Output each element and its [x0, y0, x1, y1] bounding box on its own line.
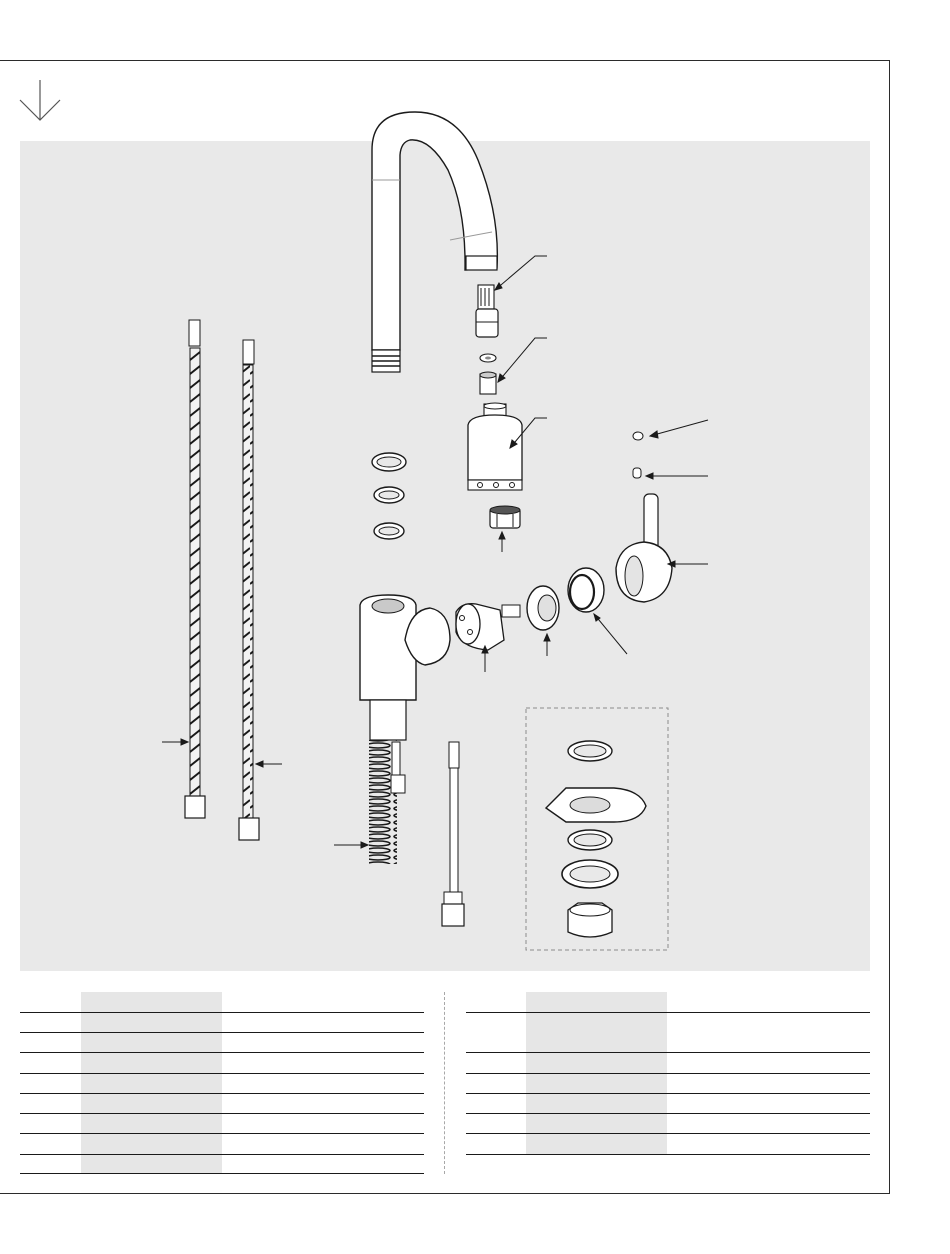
table-row: [20, 1093, 424, 1094]
bonnet-rings: [527, 568, 604, 630]
table-row: [20, 1052, 424, 1053]
table-row: [20, 1113, 424, 1114]
part-number-column: [81, 992, 222, 1174]
parts-table-left: [20, 992, 424, 1174]
braided-supply-hoses: [185, 320, 259, 840]
table-divider: [444, 992, 445, 1174]
table-row: [20, 1173, 424, 1174]
mounting-kit: [526, 708, 668, 950]
table-row: [20, 1012, 424, 1013]
o-rings: [372, 453, 406, 539]
table-row: [20, 1032, 424, 1033]
lever-handle: [616, 432, 672, 602]
table-row: [466, 1052, 870, 1053]
table-row: [466, 1093, 870, 1094]
table-row: [466, 1133, 870, 1134]
aerator-assembly: [476, 285, 498, 394]
flexible-supply-tube: [442, 742, 464, 926]
diverter-nut: [490, 506, 520, 528]
cartridge-housing: [468, 403, 522, 490]
parts-table-right: [466, 992, 870, 1174]
faucet-body: [360, 595, 450, 740]
table-row: [466, 1154, 870, 1155]
valve-cartridge: [456, 604, 520, 650]
spring-hose: [369, 740, 405, 864]
table-row: [20, 1133, 424, 1134]
table-row: [466, 1012, 870, 1013]
table-row: [466, 1113, 870, 1114]
table-row: [20, 1154, 424, 1155]
table-row: [20, 1073, 424, 1074]
table-row: [466, 1073, 870, 1074]
